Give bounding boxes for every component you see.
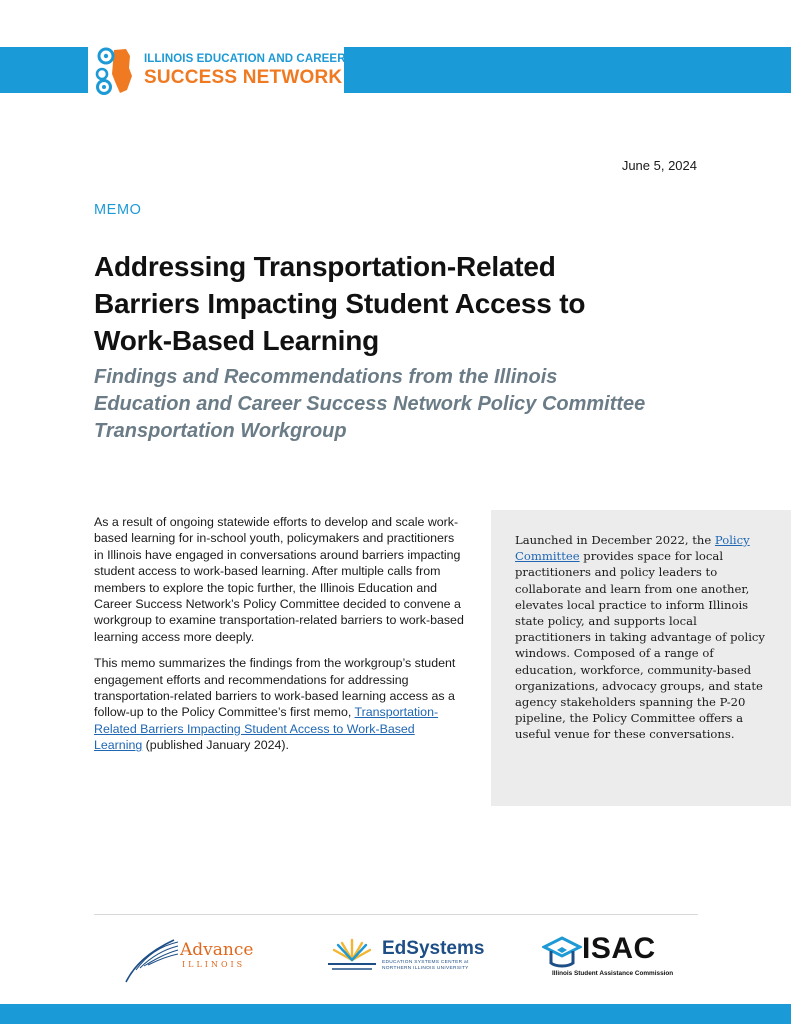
edsystems-subtext-1: EDUCATION SYSTEMS CENTER at: [382, 960, 469, 965]
edsystems-sunburst-icon: [324, 934, 380, 984]
sidebar-text-start: Launched in December 2022, the: [515, 533, 715, 547]
body-paragraph-2-tail: (published January 2024).: [142, 738, 289, 753]
edsystems-subtext-2: NORTHERN ILLINOIS UNIVERSITY: [382, 966, 469, 971]
memo-date: June 5, 2024: [621, 158, 697, 173]
body-paragraph-2: [94, 655, 466, 753]
edsystems-logo: [324, 934, 485, 984]
network-logo-icon: [92, 44, 142, 96]
isac-wordmark: ISAC: [582, 932, 656, 965]
isac-logo: [542, 932, 674, 982]
memo-label: MEMO: [94, 202, 142, 218]
first-memo-link[interactable]: Transportation-Related Barriers Impacting Student Access to Work-Based Learning: [94, 705, 439, 753]
body-paragraph-2-text: This memo summarizes the findings from the workgroup’s student engagement efforts and recommendations for addressing transportation-related barriers to work-based learning access as a follow-up to the Policy Committee’s first memo,: [94, 656, 456, 720]
body-paragraph-1: As a result of ongoing statewide efforts to develop and scale work-based learning for in-school youth, policymakers and practitioners in Illinois have engaged in conversations around barriers impacting student access to work-based learning. After multiple calls from members to explore the topic further, the Illinois Education and Career Success Network’s Policy Committee decided to convene a workgroup to examine transportation-related barriers to work-based learning access more deeply.: [94, 515, 464, 644]
sidebar-callout: [491, 510, 791, 806]
policy-committee-link[interactable]: Policy Committee: [515, 533, 750, 564]
logo-text-line2: SUCCESS NETWORK: [144, 67, 343, 88]
advance-quill-icon: [122, 932, 182, 986]
sidebar-text: [515, 532, 765, 743]
isac-cap-icon: [542, 936, 582, 970]
logo-text-line1: ILLINOIS EDUCATION AND CAREER: [144, 53, 346, 65]
isac-subtext: Illinois Student Assistance Commission: [552, 970, 674, 977]
page-title: Addressing Transportation-Related Barriers Impacting Student Access to Work-Based Learning: [94, 251, 586, 356]
edsystems-wordmark: EdSystems: [382, 938, 485, 959]
footer-band: [0, 1004, 791, 1024]
sidebar-text-rest: provides space for local practitioners and policy leaders to collaborate and learn from one another, elevates local practice to inform Illinois state policy, and supports local practitioners in taking advantage of policy windows. Composed of a range of education, workforce, community-based organizations, advocacy groups, and state agency stakeholders spanning the P-20 pipeline, the Policy Committee offers a useful venue for these conversations.: [515, 549, 765, 742]
network-logo: [88, 40, 344, 100]
advance-subtext: ILLINOIS: [182, 960, 246, 969]
advance-illinois-logo: [122, 932, 262, 986]
page-subtitle: Findings and Recommendations from the Illinois Education and Career Success Network Policy Committee Transportation Workgroup: [94, 366, 646, 442]
body-column: [94, 514, 466, 764]
advance-wordmark: Advance: [180, 940, 254, 960]
footer-divider: [94, 914, 698, 915]
